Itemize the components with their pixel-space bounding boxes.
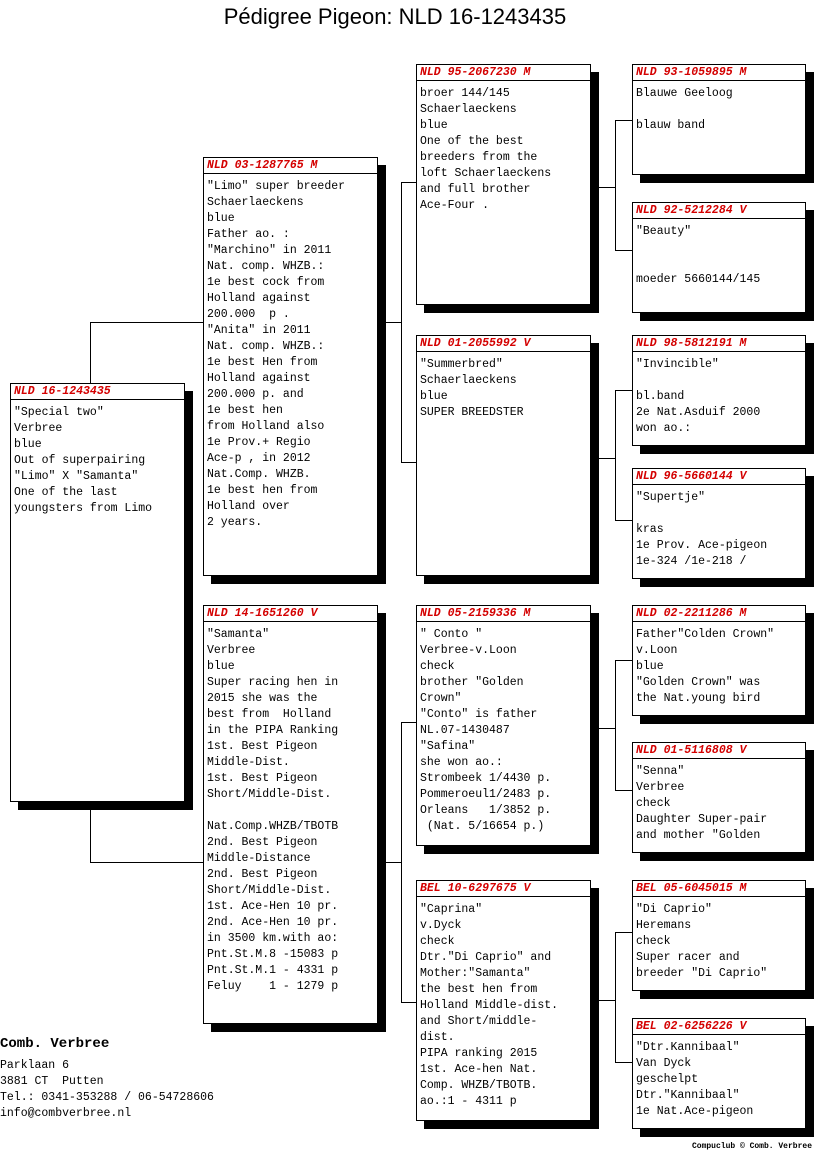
connector-line — [598, 728, 616, 729]
connector-line — [615, 1062, 633, 1063]
pigeon-ring-number: BEL 10-6297675 V — [417, 881, 590, 897]
connector-line — [401, 722, 417, 723]
connector-line — [615, 660, 633, 661]
connector-line — [401, 462, 417, 463]
pigeon-description: "Dtr.Kannibaal" Van Dyck geschelpt Dtr."Kannibaal" 1e Nat.Ace-pigeon — [636, 1041, 754, 1118]
connector-line — [401, 182, 402, 463]
connector-line — [615, 390, 616, 521]
pigeon-ring-number: BEL 02-6256226 V — [633, 1019, 805, 1035]
connector-line — [615, 250, 633, 251]
pigeon-card-sire — [203, 157, 378, 576]
pigeon-description: broer 144/145 Schaerlaeckens blue One of the best breeders from the loft Schaerlaeckens and full brother Ace-Four . — [420, 87, 552, 212]
pigeon-card-dss — [632, 605, 806, 716]
connector-line — [615, 520, 633, 521]
pigeon-description: "Invincible" bl.band 2e Nat.Asduif 2000 won ao.: — [636, 358, 761, 435]
connector-line — [401, 182, 417, 183]
pigeon-ring-number: NLD 01-2055992 V — [417, 336, 590, 352]
connector-line — [90, 322, 91, 384]
pigeon-card-dam-dam — [416, 880, 591, 1121]
connector-line — [90, 862, 204, 863]
connector-line — [401, 722, 402, 1003]
connector-line — [615, 660, 616, 791]
connector-line — [615, 932, 616, 1063]
pigeon-card-ssd — [632, 202, 806, 313]
pigeon-ring-number: NLD 93-1059895 M — [633, 65, 805, 81]
pigeon-card-sss — [632, 64, 806, 175]
pigeon-ring-number: NLD 03-1287765 M — [204, 158, 377, 174]
pigeon-description: "Supertje" kras 1e Prov. Ace-pigeon 1e-324 /1e-218 / — [636, 491, 768, 568]
software-credit: Compuclub © Comb. Verbree — [691, 1142, 812, 1151]
pigeon-ring-number: NLD 95-2067230 M — [417, 65, 590, 81]
pigeon-ring-number: NLD 96-5660144 V — [633, 469, 805, 485]
pigeon-ring-number: BEL 05-6045015 M — [633, 881, 805, 897]
pigeon-description: "Summerbred" Schaerlaeckens blue SUPER BREEDSTER — [420, 358, 524, 419]
pigeon-description: "Senna" Verbree check Daughter Super-pair and mother "Golden — [636, 765, 768, 842]
pigeon-card-sire-sire — [416, 64, 591, 305]
pigeon-card-subject — [10, 383, 185, 802]
connector-line — [598, 1000, 616, 1001]
connector-line — [384, 862, 402, 863]
connector-line — [401, 1002, 417, 1003]
pigeon-ring-number: NLD 02-2211286 M — [633, 606, 805, 622]
page-title: Pédigree Pigeon: NLD 16-1243435 — [223, 4, 567, 29]
connector-line — [598, 458, 616, 459]
pigeon-description: "Samanta" Verbree blue Super racing hen in 2015 she was the best from Holland in the PIPA Ranking 1st. Best Pigeon Middle-Dist. 1st. Best Pigeon Short/Middle-Dist. Nat.Comp.WHZB/TBOTB 2nd. Best Pigeon Middle-Distance 2nd. Best Pigeon Short/Middle-Dist. 1st. Ace-Hen 10 pr. 2nd. Ace-Hen 10 pr. in 3500 km.with ao: Pnt.St.M.8 -15083 p Pnt.St.M.1 - 4331 p Feluy 1 - 1279 p — [207, 628, 339, 993]
pigeon-description: " Conto " Verbree-v.Loon check brother "Golden Crown" "Conto" is father NL.07-1430487 "Safina" she won ao.: Strombeek 1/4430 p. Pommeroeul1/2483 p. Orleans 1/3852 p. (Nat. 5/16654 p.) — [420, 628, 552, 833]
connector-line — [90, 322, 204, 323]
pigeon-description: "Beauty" moeder 5660144/145 — [636, 225, 761, 286]
breeder-name: Comb. Verbree — [0, 1036, 110, 1052]
pigeon-card-sds — [632, 335, 806, 446]
pigeon-card-ddd — [632, 1018, 806, 1129]
pigeon-ring-number: NLD 14-1651260 V — [204, 606, 377, 622]
pigeon-card-dsd — [632, 742, 806, 853]
pigeon-card-sdd — [632, 468, 806, 579]
pigeon-description: "Limo" super breeder Schaerlaeckens blue Father ao. : "Marchino" in 2011 Nat. comp. WHZB.: 1e best cock from Holland against 200.000 p . "Anita" in 2011 Nat. comp. WHZB.: 1e best Hen from Holland against 200.000 p. and 1e best hen from Holland also 1e Prov.+ Regio Ace-p , in 2012 Nat.Comp. WHZB. 1e best hen from Holland over 2 years. — [207, 180, 346, 529]
connector-line — [615, 390, 633, 391]
pigeon-description: "Caprina" v.Dyck check Dtr."Di Caprio" and Mother:"Samanta" the best hen from Holland Middle-dist. and Short/middle- dist. PIPA ranking 2015 1st. Ace-hen Nat. Comp. WHZB/TBOTB. ao.:1 - 4311 p — [420, 903, 559, 1108]
pigeon-ring-number: NLD 01-5116808 V — [633, 743, 805, 759]
connector-line — [384, 322, 402, 323]
pigeon-card-dam-sire — [416, 605, 591, 846]
pigeon-description: "Special two" Verbree blue Out of superpairing "Limo" X "Samanta" One of the last youngsters from Limo — [14, 406, 153, 515]
pigeon-card-dds — [632, 880, 806, 991]
pigeon-description: Blauwe Geeloog blauw band — [636, 87, 733, 132]
pigeon-description: "Di Caprio" Heremans check Super racer and breeder "Di Caprio" — [636, 903, 768, 980]
breeder-address: Parklaan 6 3881 CT Putten Tel.: 0341-353288 / 06-54728606 info@combverbree.nl — [0, 1059, 214, 1120]
connector-line — [615, 790, 633, 791]
connector-line — [615, 932, 633, 933]
pigeon-ring-number: NLD 16-1243435 — [11, 384, 184, 400]
connector-line — [598, 187, 616, 188]
pigeon-description: Father"Colden Crown" v.Loon blue "Golden Crown" was the Nat.young bird — [636, 628, 775, 705]
connector-line — [615, 120, 633, 121]
pigeon-ring-number: NLD 98-5812191 M — [633, 336, 805, 352]
pigeon-ring-number: NLD 92-5212284 V — [633, 203, 805, 219]
connector-line — [615, 120, 616, 251]
pigeon-card-dam — [203, 605, 378, 1024]
pigeon-ring-number: NLD 05-2159336 M — [417, 606, 590, 622]
pigeon-card-sire-dam — [416, 335, 591, 576]
connector-line — [90, 802, 91, 863]
